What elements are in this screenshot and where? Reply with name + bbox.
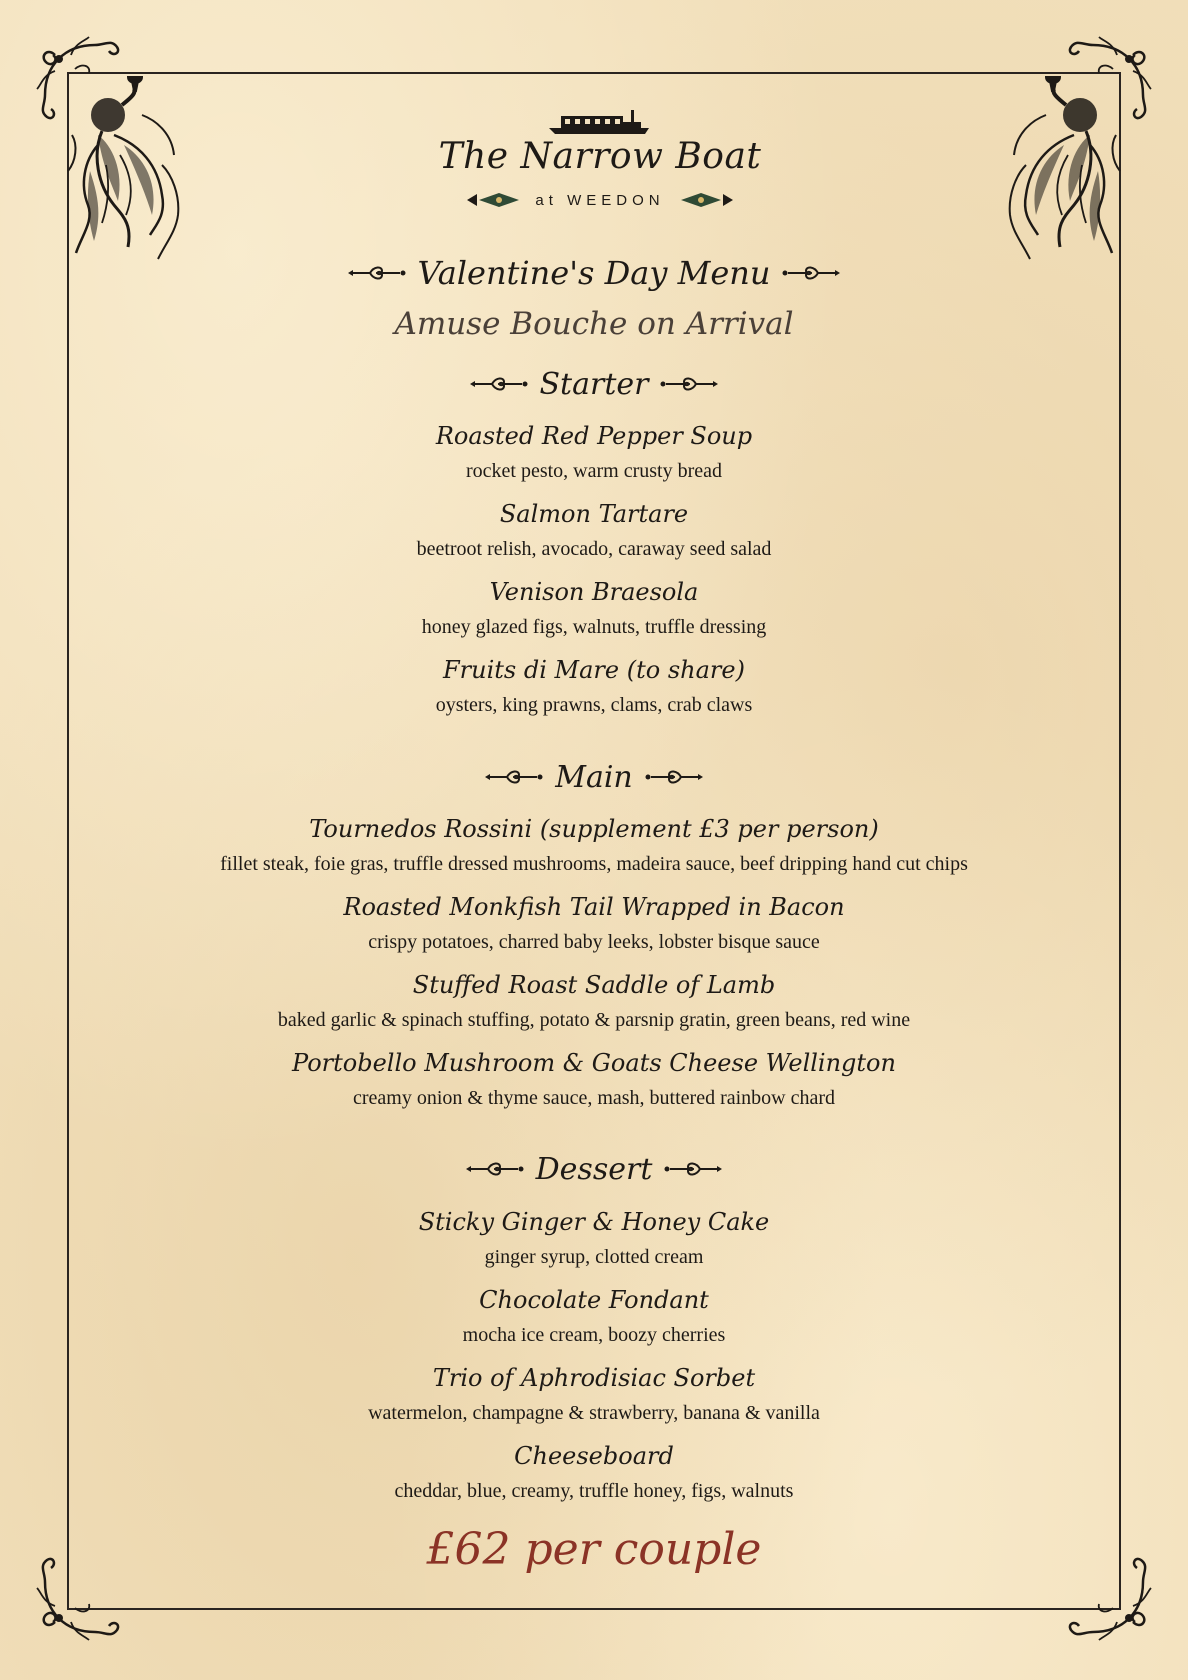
dish-description: watermelon, champagne & strawberry, banana & vanilla [368, 1402, 820, 1424]
cherub-illustration-left [62, 75, 192, 265]
dish-name: Roasted Monkfish Tail Wrapped in Bacon [343, 893, 845, 921]
section-heading-label: Main [555, 759, 633, 795]
diamond-ornament-icon [467, 193, 521, 207]
dish-description: beetroot relish, avocado, caraway seed salad [416, 538, 772, 560]
logo-subtitle: at WEEDON [535, 191, 665, 209]
narrowboat-icon [545, 108, 655, 138]
logo-title: The Narrow Boat [438, 136, 762, 177]
dish-description: oysters, king prawns, clams, crab claws [435, 694, 753, 716]
dish-description: baked garlic & spinach stuffing, potato & parsnip gratin, green beans, red wine [277, 1009, 911, 1031]
dish-name: Chocolate Fondant [479, 1286, 709, 1314]
menu-title-row [67, 250, 1121, 296]
dish-description: fillet steak, foie gras, truffle dressed mushrooms, madeira sauce, beef dripping hand cut chips [220, 853, 968, 875]
flourish-icon [348, 263, 406, 283]
dish-description: crispy potatoes, charred baby leeks, lobster bisque sauce [368, 931, 820, 953]
section-heading-starter [67, 362, 1121, 406]
dish-name: Stuffed Roast Saddle of Lamb [412, 971, 776, 999]
dish-name: Tournedos Rossini (supplement £3 per person) [309, 815, 879, 843]
flourish-icon [664, 1159, 722, 1179]
flourish-icon [782, 263, 840, 283]
dish-name: Venison Braesola [489, 578, 699, 606]
flourish-icon [466, 1159, 524, 1179]
flourish-icon [660, 374, 718, 394]
dish-name: Sticky Ginger & Honey Cake [418, 1208, 770, 1236]
flourish-icon [485, 767, 543, 787]
dish-name: Fruits di Mare (to share) [443, 656, 745, 684]
dish-description: rocket pesto, warm crusty bread [465, 460, 722, 482]
section-heading-dessert [67, 1147, 1121, 1191]
logo-subtitle-row [455, 188, 745, 212]
amuse-bouche-note: Amuse Bouche on Arrival [394, 306, 794, 342]
dish-description: creamy onion & thyme sauce, mash, buttered rainbow chard [352, 1087, 836, 1109]
dish-description: cheddar, blue, creamy, truffle honey, figs, walnuts [394, 1480, 794, 1502]
section-heading-label: Dessert [535, 1151, 653, 1187]
flourish-icon [645, 767, 703, 787]
diamond-ornament-icon [679, 193, 733, 207]
dish-name: Portobello Mushroom & Goats Cheese Wellington [292, 1049, 896, 1077]
dish-description: ginger syrup, clotted cream [484, 1246, 704, 1268]
menu-title: Valentine's Day Menu [417, 254, 771, 292]
flourish-icon [470, 374, 528, 394]
dish-name: Roasted Red Pepper Soup [435, 422, 753, 450]
section-heading-main [67, 755, 1121, 799]
dish-name: Cheeseboard [514, 1442, 674, 1470]
section-heading-label: Starter [539, 366, 649, 402]
dish-description: mocha ice cream, boozy cherries [462, 1324, 726, 1346]
price-per-couple: £62 per couple [426, 1524, 762, 1575]
dish-name: Trio of Aphrodisiac Sorbet [432, 1364, 756, 1392]
restaurant-logo [430, 108, 770, 218]
dish-name: Salmon Tartare [499, 500, 689, 528]
cherub-illustration-right [996, 75, 1126, 265]
dish-description: honey glazed figs, walnuts, truffle dressing [421, 616, 767, 638]
